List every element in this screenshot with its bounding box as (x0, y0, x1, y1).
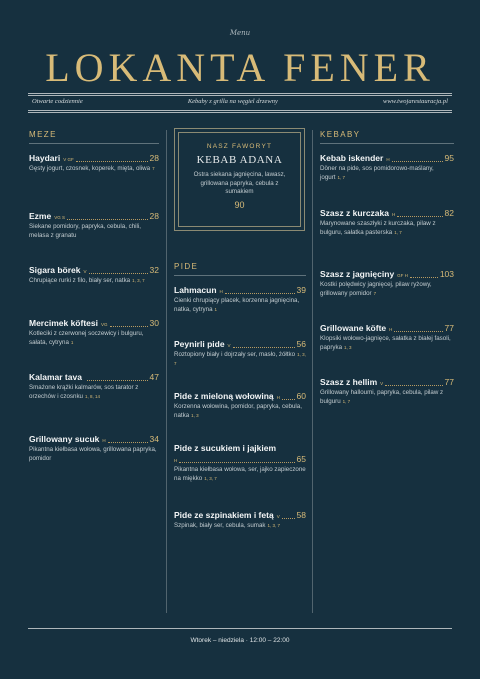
item-description: Gęsty jogurt, czosnek, koperek, mięta, oliwa 7 (29, 165, 155, 172)
item-tags: V (83, 269, 87, 274)
item-allergens: 1, 7 (342, 398, 351, 404)
leader-dots (282, 399, 295, 400)
leader-dots (225, 293, 295, 294)
item-allergens: 1, 8, 14 (85, 393, 101, 399)
header-rule-bottom (28, 110, 452, 111)
menu-label: Menu (229, 29, 251, 37)
item-name: Kalamar tava (29, 372, 82, 382)
favorite-description: Ostra siekana jagnięcina, lawasz, grillowana papryka, cebula z sumakiem (193, 171, 286, 195)
item-price: 47 (149, 372, 159, 382)
header-rule-top (28, 93, 452, 94)
item-allergens: 1 (214, 306, 218, 312)
item-tags: H (391, 212, 396, 217)
item-tags: H (102, 438, 106, 443)
item-allergens: 1, 7 (337, 174, 345, 180)
item-description: Pikantna kiełbasa wołowa, grillowana papryka, pomidor (29, 446, 157, 462)
item-description: Cienki chrupiący placek, korzenna jagnięcina, natka, cytryna 1 (174, 297, 300, 313)
item-name: Pide z sucukiem i jajkiem (174, 443, 277, 453)
item-name: Pide z mieloną wołowiną (174, 391, 274, 401)
menu-item (320, 377, 454, 406)
item-tags: H (386, 157, 390, 162)
item-description: Smażone krążki kalmarów, sos tarator z orzechów i czosnku 1, 8, 14 (29, 384, 139, 400)
leader-dots (397, 216, 442, 217)
item-price: 30 (149, 318, 159, 328)
restaurant-title: LOKANTA FENER (45, 45, 435, 90)
menu-item (320, 323, 454, 352)
favorite-inner-frame (178, 132, 301, 227)
item-description: Klopsiki wołowo-jagnięce, sałatka z białej fasoli, papryka 1, 3 (320, 335, 451, 351)
item-price: 65 (296, 454, 306, 464)
kebaby-heading: KEBABY (320, 130, 454, 144)
favorite-heading: NASZ FAWORYT (206, 143, 273, 150)
column-divider-left (166, 130, 167, 613)
opening-hours: Wtorek – niedziela · 12:00 – 22:00 (190, 637, 290, 644)
favorite-price: 90 (234, 199, 245, 210)
item-name: Mercimek köftesi (29, 318, 98, 328)
leader-dots (108, 442, 148, 443)
item-name: Haydari (29, 153, 61, 163)
item-price: 60 (296, 391, 306, 401)
item-name: Kebab iskender (320, 153, 384, 163)
item-description: Grillowany halloumi, papryka, cebula, pilaw z bulguru 1, 7 (320, 389, 444, 405)
leader-dots (76, 161, 148, 162)
item-allergens: 1, 3, 7 (174, 352, 306, 366)
item-description: Pikantna kiełbasa wołowa, ser, jajko zapieczone na miękko 1, 3, 7 (174, 466, 306, 482)
meze-section (29, 130, 159, 623)
menu-item (29, 318, 159, 347)
menu-item (320, 269, 454, 298)
menu-item (174, 443, 306, 483)
leader-dots (67, 219, 148, 220)
leader-dots (233, 347, 295, 348)
item-tags: VG (100, 322, 108, 327)
item-description: Döner na pide, sos pomidorowo-maślany, jogurt 1, 7 (320, 165, 434, 181)
item-name: Grillowane köfte (320, 323, 387, 333)
menu-item (174, 339, 306, 368)
item-tags: V (227, 343, 231, 348)
item-allergens: 1, 3, 7 (132, 278, 145, 283)
meze-heading: MEZE (29, 130, 159, 144)
item-price: 103 (439, 269, 454, 279)
item-allergens: 1, 3, 7 (204, 475, 217, 481)
item-price: 28 (149, 153, 159, 163)
item-tags: GF H (397, 273, 408, 278)
menu-item (320, 208, 454, 237)
item-allergens: 7 (152, 166, 155, 171)
menu-item (174, 285, 306, 314)
item-name: Pide ze szpinakiem i fetą (174, 510, 274, 520)
item-price: 77 (444, 377, 454, 387)
item-tags: H (276, 395, 280, 400)
leader-dots (179, 462, 294, 463)
menu-item (29, 434, 159, 463)
menu-item (320, 153, 454, 182)
item-tags: VG S (54, 215, 65, 220)
menu-item (174, 391, 306, 420)
item-tags: H (174, 458, 178, 463)
item-allergens: 1, 3 (344, 344, 352, 350)
item-name: Szasz z jagnięciny (320, 269, 395, 279)
website-link[interactable]: www.twojarestauracja.pl (382, 98, 448, 105)
item-description: Szpinak, biały ser, cebula, sumak 1, 3, 7 (174, 522, 280, 529)
leader-dots (410, 277, 438, 278)
leader-dots (385, 385, 442, 386)
item-description: Marynowane szaszłyki z kurczaka, pilaw z bulguru, sałatka pasterska 1, 7 (320, 220, 436, 236)
column-divider-right (312, 130, 313, 613)
item-tags: V (380, 381, 384, 386)
tagline-grill: Kebaby z grilla na węgiel drzewny (187, 98, 278, 105)
tagline-open-daily: Otwarte codziennie (32, 98, 83, 105)
kebaby-section (320, 130, 454, 623)
item-price: 95 (444, 153, 454, 163)
item-allergens: 1, 7 (394, 229, 402, 235)
pide-heading: PIDE (174, 262, 306, 276)
menu-item (29, 153, 159, 174)
leader-dots (110, 326, 148, 327)
item-allergens: 1, 3, 7 (267, 523, 280, 528)
item-price: 58 (296, 510, 306, 520)
item-name: Grillowany sucuk (29, 434, 100, 444)
item-description: Roztopiony biały i dojrzały ser, masło, żółtko 1, 3, 7 (174, 351, 306, 366)
item-name: Peynirli pide (174, 339, 225, 349)
item-name: Szasz z hellim (320, 377, 378, 387)
item-tags: H (219, 289, 223, 294)
item-price: 56 (296, 339, 306, 349)
item-tags: V GF (63, 157, 74, 162)
item-price: 28 (149, 211, 159, 221)
item-price: 77 (444, 323, 454, 333)
header-rule-top-thin (28, 95, 452, 96)
menu-item (29, 211, 159, 240)
item-tags: H (389, 327, 393, 332)
item-name: Ezme (29, 211, 52, 221)
leader-dots (394, 331, 442, 332)
footer-rule (28, 628, 452, 629)
item-name: Szasz z kurczaka (320, 208, 389, 218)
item-description: Korzenna wołowina, pomidor, papryka, cebula, natka 1, 3 (174, 403, 302, 419)
item-name: Sigara börek (29, 265, 81, 275)
favorite-dish-name: KEBAB ADANA (196, 154, 283, 166)
item-description: Kotleciki z czerwonej soczewicy i bulguru, sałata, cytryna 1 (29, 330, 144, 346)
pide-section (174, 262, 306, 605)
item-allergens: 1 (70, 339, 74, 345)
leader-dots (282, 518, 295, 519)
leader-dots (392, 161, 443, 162)
item-price: 32 (149, 265, 159, 275)
favorite-box (174, 128, 305, 231)
item-allergens: 1, 3 (191, 412, 199, 418)
item-price: 39 (296, 285, 306, 295)
item-price: 82 (444, 208, 454, 218)
menu-item (29, 265, 159, 286)
tagline-row (32, 98, 448, 105)
item-description: Chrupiące rurki z filo, biały ser, natka 1, 3, 7 (29, 277, 145, 284)
leader-dots (89, 273, 148, 274)
menu-item (174, 510, 306, 531)
item-description: Kostki polędwicy jagnięcej, pilaw ryżowy, grillowany pomidor 7 (320, 281, 432, 297)
header-rule-bottom-thin (28, 112, 452, 113)
item-name: Lahmacun (174, 285, 217, 295)
item-price: 34 (149, 434, 159, 444)
menu-item (29, 372, 159, 401)
leader-dots (87, 380, 148, 381)
item-description: Siekane pomidory, papryka, cebula, chili, melasa z granatu (29, 223, 142, 239)
item-tags: V (276, 514, 280, 519)
item-allergens: 7 (373, 290, 377, 296)
